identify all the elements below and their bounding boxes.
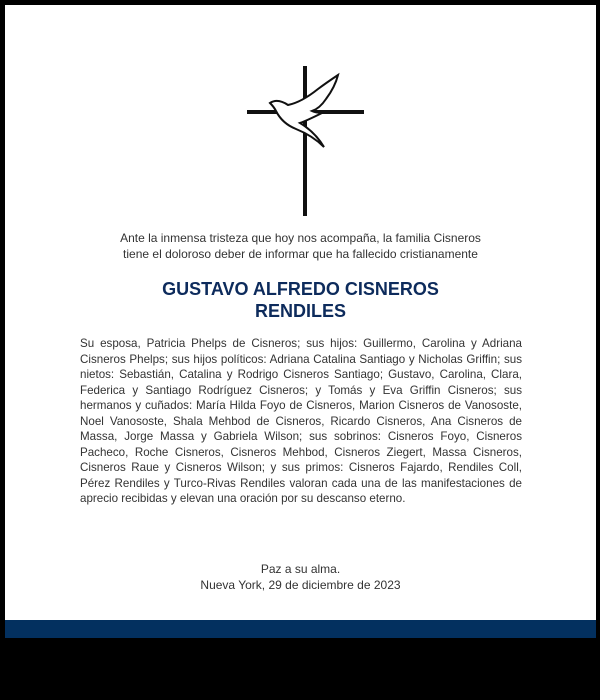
intro-line: tiene el doloroso deber de informar que ha fallecido cristianamente <box>123 246 478 261</box>
intro-line: Ante la inmensa tristeza que hoy nos acompaña, la familia Cisneros <box>120 231 481 245</box>
footer-band <box>5 620 596 638</box>
place-date-text: Nueva York, 29 de diciembre de 2023 <box>200 577 401 592</box>
family-paragraph: Su esposa, Patricia Phelps de Cisneros; sus hijos: Guillermo, Carolina y Adriana Cisneros Phelps; sus hijos políticos: Adriana Catalina Santiago y Nicholas Griffin; sus nietos: Sebastián, Catalina y Rodrigo Cisneros Santiago; Gustavo, Carolina, Clara, Federica y Santiago Rodríguez Cisneros; y Tomás y Eva Griffin Cisneros; sus hermanos y cuñados: María Hilda Foyo de Cisneros, Marion Cisneros de Vanososte, Noel Vanososte, Shala Mehbod de Cisneros, Ricardo Cisneros, Ana Cisneros de Massa, Jorge Massa y Gabriela Wilson; sus sobrinos: Cisneros Foyo, Cisneros Pacheco, Roche Cisneros, Cisneros Mehbod, Cisneros Ziegert, Massa Cisneros, Cisneros Raue y Cisneros Wilson; y sus primos: Cisneros Fajardo, Rendiles Coll, Pérez Rendiles y Turco-Rivas Rendiles valoran cada una de las manifestaciones de aprecio recibidas y elevan una oración por su descanso eterno. <box>80 337 522 505</box>
closing <box>65 562 536 593</box>
cross-with-dove-icon <box>240 61 370 221</box>
deceased-name <box>65 278 536 322</box>
intro-text <box>65 231 536 262</box>
obituary-card <box>5 5 596 638</box>
deceased-name-line: GUSTAVO ALFREDO CISNEROS <box>162 279 439 299</box>
blessing-text: Paz a su alma. <box>260 562 341 576</box>
deceased-name-line: RENDILES <box>254 301 346 321</box>
